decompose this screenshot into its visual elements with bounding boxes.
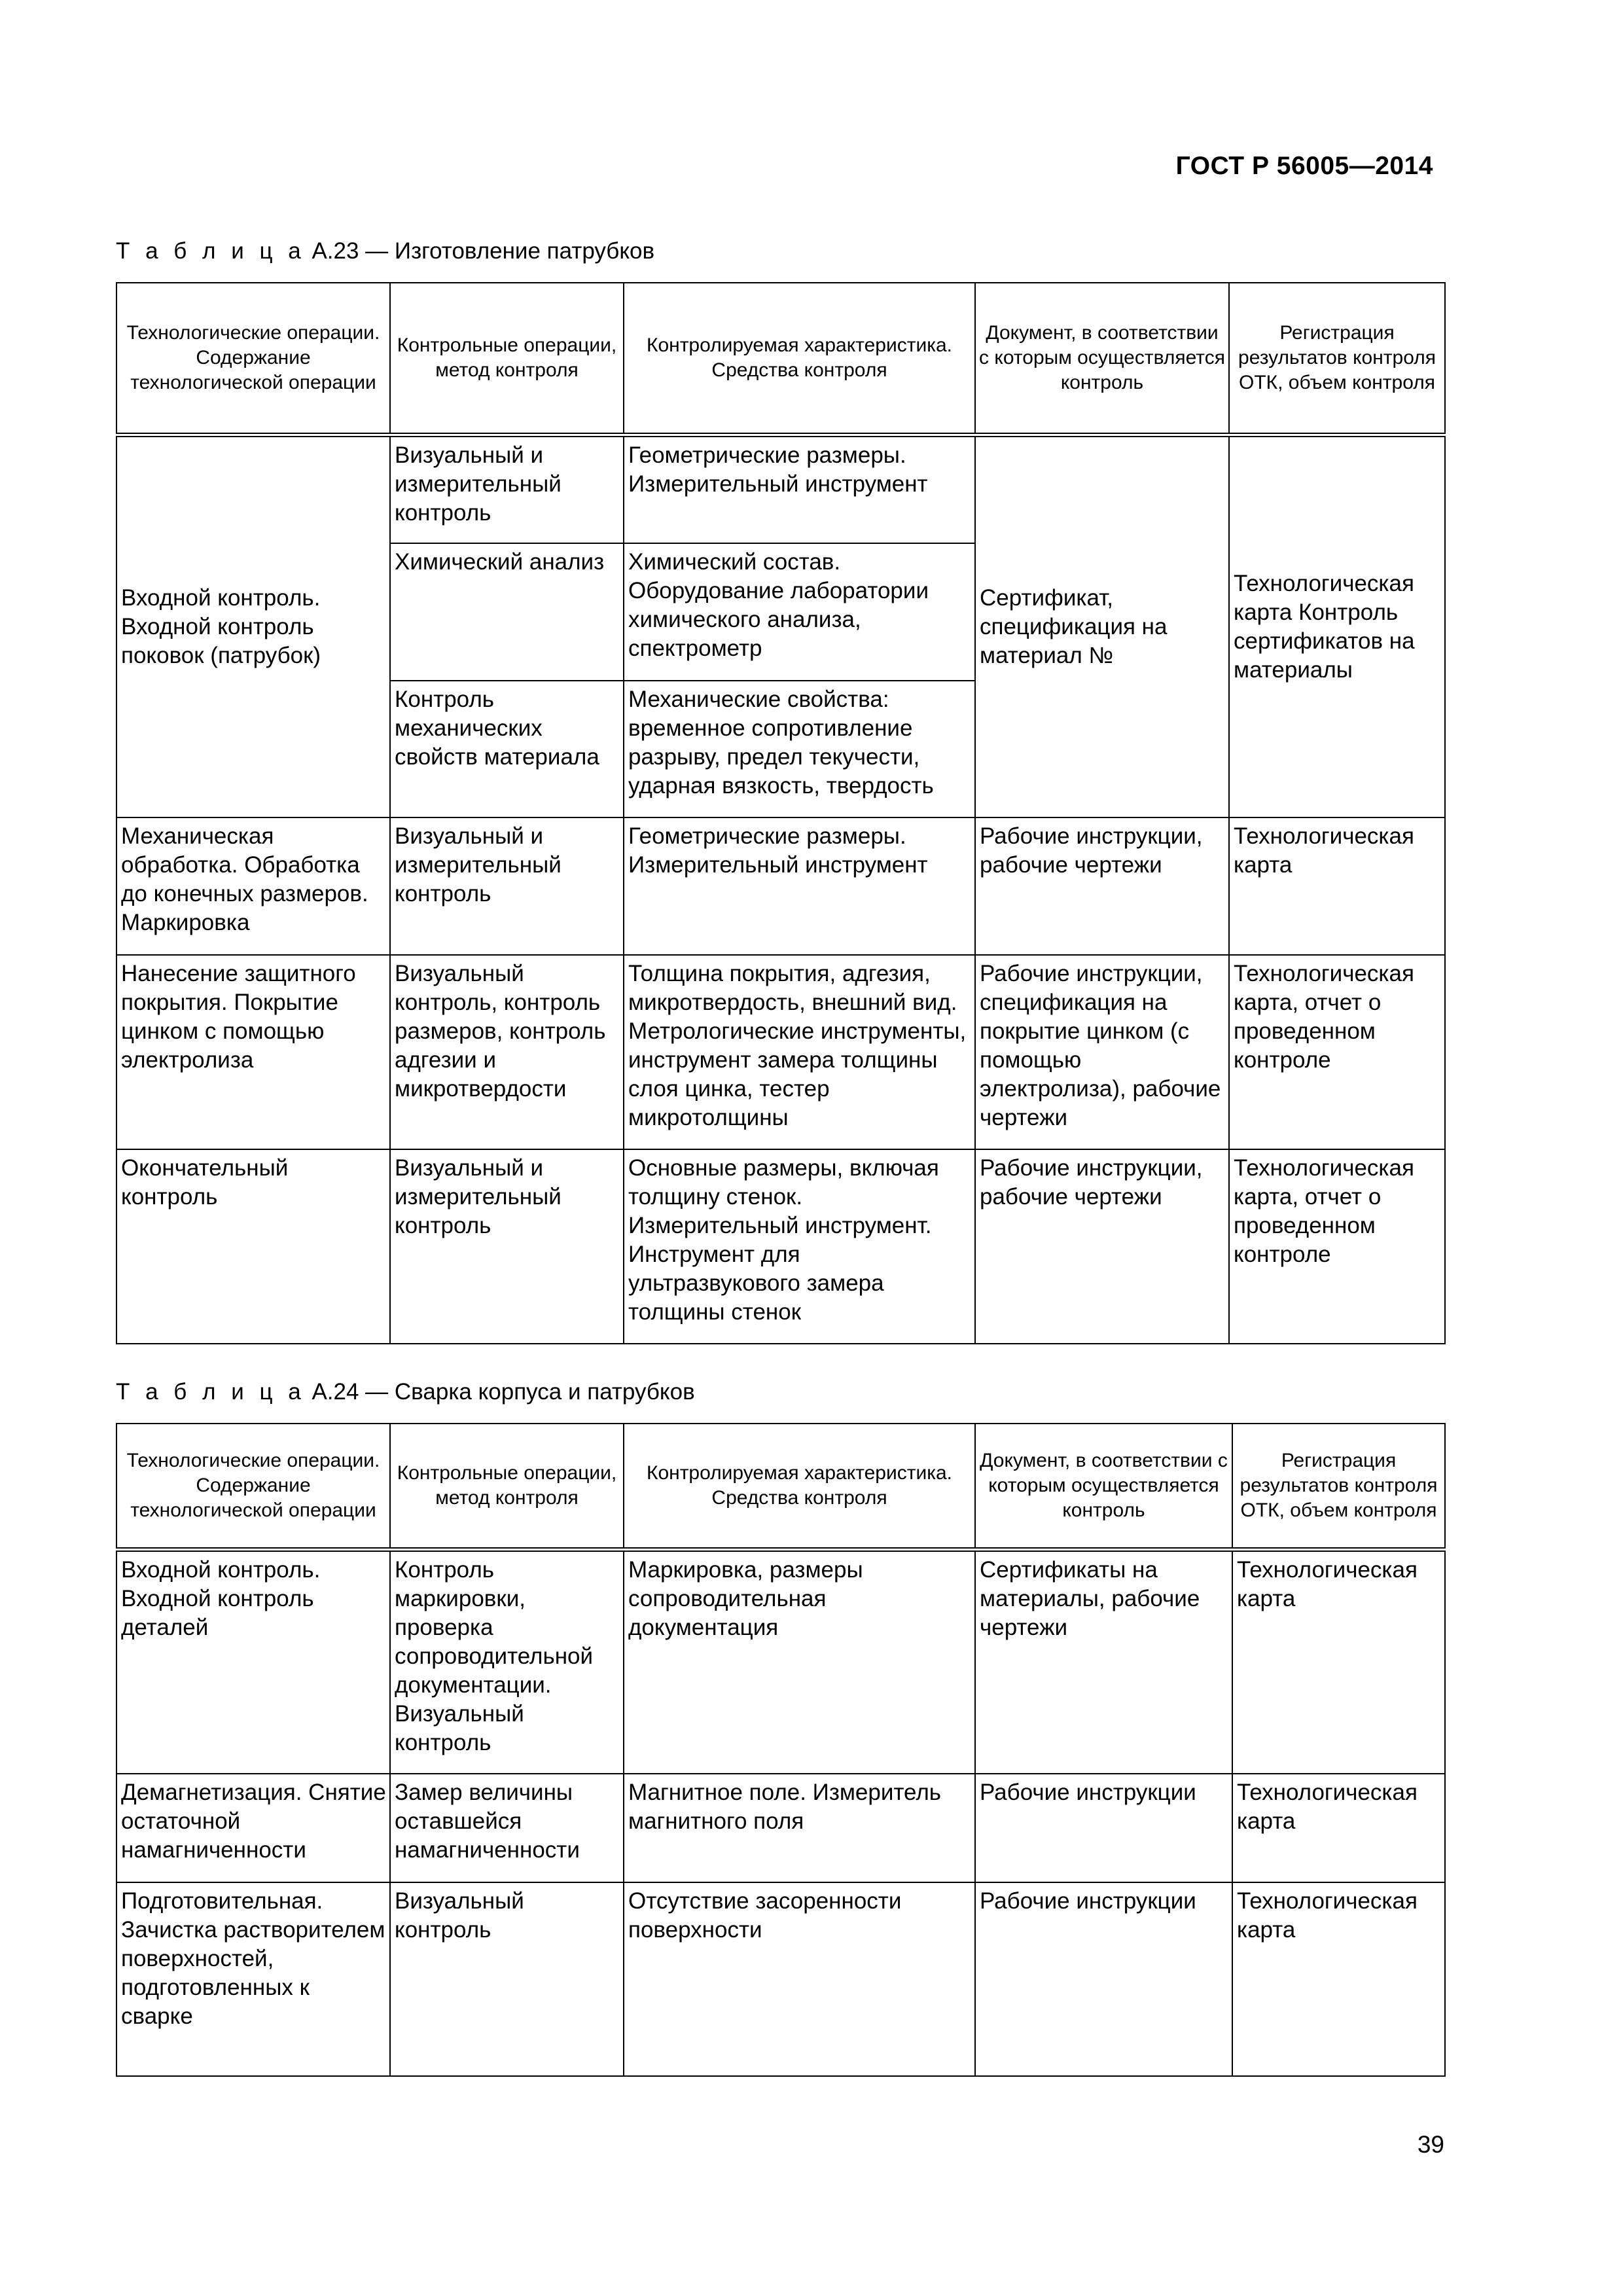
control-cell: Визуальный и измерительный контроль <box>390 1149 624 1344</box>
operation-cell: Подготовительная. Зачистка растворителем поверхностей, подготовленных к сварке <box>116 1882 390 2076</box>
operation-cell: Демагнетизация. Снятие остаточной намагниченности <box>116 1774 390 1882</box>
column-header-registration: Регистрация результатов контроля ОТК, объем контроля <box>1232 1424 1445 1549</box>
characteristic-cell: Химический состав. Оборудование лаборатории химического анализа, спектрометр <box>624 543 975 681</box>
column-header-registration: Регистрация результатов контроля ОТК, объем контроля <box>1229 283 1445 435</box>
document-cell: Рабочие инструкции, рабочие чертежи <box>975 817 1229 955</box>
page-number: 39 <box>1417 2131 1444 2158</box>
table-a23-caption <box>116 238 654 264</box>
table-row <box>116 1882 1445 2076</box>
column-header-document: Документ, в соответствии с которым осуществляется контроль <box>975 1424 1232 1549</box>
control-cell: Визуальный контроль <box>390 1882 624 2076</box>
column-header-operation: Технологические операции. Содержание технологической операции <box>116 283 390 435</box>
table-row <box>116 1774 1445 1882</box>
control-cell: Химический анализ <box>390 543 624 681</box>
column-header-characteristic: Контролируемая характеристика. Средства контроля <box>624 283 975 435</box>
characteristic-cell: Геометрические размеры. Измерительный инструмент <box>624 435 975 543</box>
characteristic-cell: Геометрические размеры. Измерительный инструмент <box>624 817 975 955</box>
operation-cell: Нанесение защитного покрытия. Покрытие цинком с помощью электролиза <box>116 955 390 1149</box>
control-cell: Контроль механических свойств материала <box>390 681 624 817</box>
operation-cell: Окончательный контроль <box>116 1149 390 1344</box>
table-row <box>116 955 1445 1149</box>
registration-cell: Технологическая карта <box>1229 817 1445 955</box>
column-header-operation: Технологические операции. Содержание технологической операции <box>116 1424 390 1549</box>
registration-cell: Технологическая карта <box>1232 1882 1445 2076</box>
characteristic-cell: Механические свойства: временное сопротивление разрыву, предел текучести, ударная вязкость, твердость <box>624 681 975 817</box>
column-header-document: Документ, в соответствии с которым осуществляется контроль <box>975 283 1229 435</box>
operation-cell: Входной контроль. Входной контроль поковок (патрубок) <box>116 435 390 817</box>
operation-cell: Входной контроль. Входной контроль деталей <box>116 1549 390 1774</box>
characteristic-cell: Основные размеры, включая толщину стенок. Измерительный инструмент. Инструмент для ультразвукового замера толщины стенок <box>624 1149 975 1344</box>
table-a24-caption <box>116 1379 695 1405</box>
column-header-control-method: Контрольные операции, метод контроля <box>390 1424 624 1549</box>
characteristic-cell: Маркировка, размеры сопроводительная документация <box>624 1549 975 1774</box>
column-header-control-method: Контрольные операции, метод контроля <box>390 283 624 435</box>
table-row <box>116 1149 1445 1344</box>
table-a23 <box>116 282 1446 1344</box>
registration-cell: Технологическая карта, отчет о проведенном контроле <box>1229 955 1445 1149</box>
registration-cell: Технологическая карта Контроль сертификатов на материалы <box>1229 435 1445 817</box>
column-header-characteristic: Контролируемая характеристика. Средства контроля <box>624 1424 975 1549</box>
control-cell: Визуальный контроль, контроль размеров, контроль адгезии и микротвердости <box>390 955 624 1149</box>
table-a23-caption-prefix: Т а б л и ц а <box>116 238 306 264</box>
control-cell: Визуальный и измерительный контроль <box>390 435 624 543</box>
control-cell: Контроль маркировки, проверка сопроводительной документации. Визуальный контроль <box>390 1549 624 1774</box>
characteristic-cell: Отсутствие засоренности поверхности <box>624 1882 975 2076</box>
table-row <box>116 1549 1445 1774</box>
characteristic-cell: Магнитное поле. Измеритель магнитного поля <box>624 1774 975 1882</box>
table-row <box>116 435 1445 543</box>
control-cell: Визуальный и измерительный контроль <box>390 817 624 955</box>
document-cell: Рабочие инструкции, рабочие чертежи <box>975 1149 1229 1344</box>
registration-cell: Технологическая карта, отчет о проведенном контроле <box>1229 1149 1445 1344</box>
document-cell: Рабочие инструкции, спецификация на покрытие цинком (с помощью электролиза), рабочие чертежи <box>975 955 1229 1149</box>
table-a24 <box>116 1423 1446 2077</box>
registration-cell: Технологическая карта <box>1232 1774 1445 1882</box>
document-cell: Рабочие инструкции <box>975 1774 1232 1882</box>
document-code: ГОСТ Р 56005—2014 <box>1175 152 1433 180</box>
table-a23-caption-text: А.23 — Изготовление патрубков <box>305 238 655 264</box>
characteristic-cell: Толщина покрытия, адгезия, микротвердость, внешний вид. Метрологические инструменты, инструмент замера толщины слоя цинка, тестер микротолщины <box>624 955 975 1149</box>
table-a24-caption-prefix: Т а б л и ц а <box>116 1379 306 1405</box>
document-cell: Сертификат, спецификация на материал № <box>975 435 1229 817</box>
operation-cell: Механическая обработка. Обработка до конечных размеров. Маркировка <box>116 817 390 955</box>
table-row <box>116 817 1445 955</box>
document-cell: Рабочие инструкции <box>975 1882 1232 2076</box>
document-cell: Сертификаты на материалы, рабочие чертежи <box>975 1549 1232 1774</box>
registration-cell: Технологическая карта <box>1232 1549 1445 1774</box>
table-a24-caption-text: А.24 — Сварка корпуса и патрубков <box>305 1379 695 1405</box>
control-cell: Замер величины оставшейся намагниченности <box>390 1774 624 1882</box>
